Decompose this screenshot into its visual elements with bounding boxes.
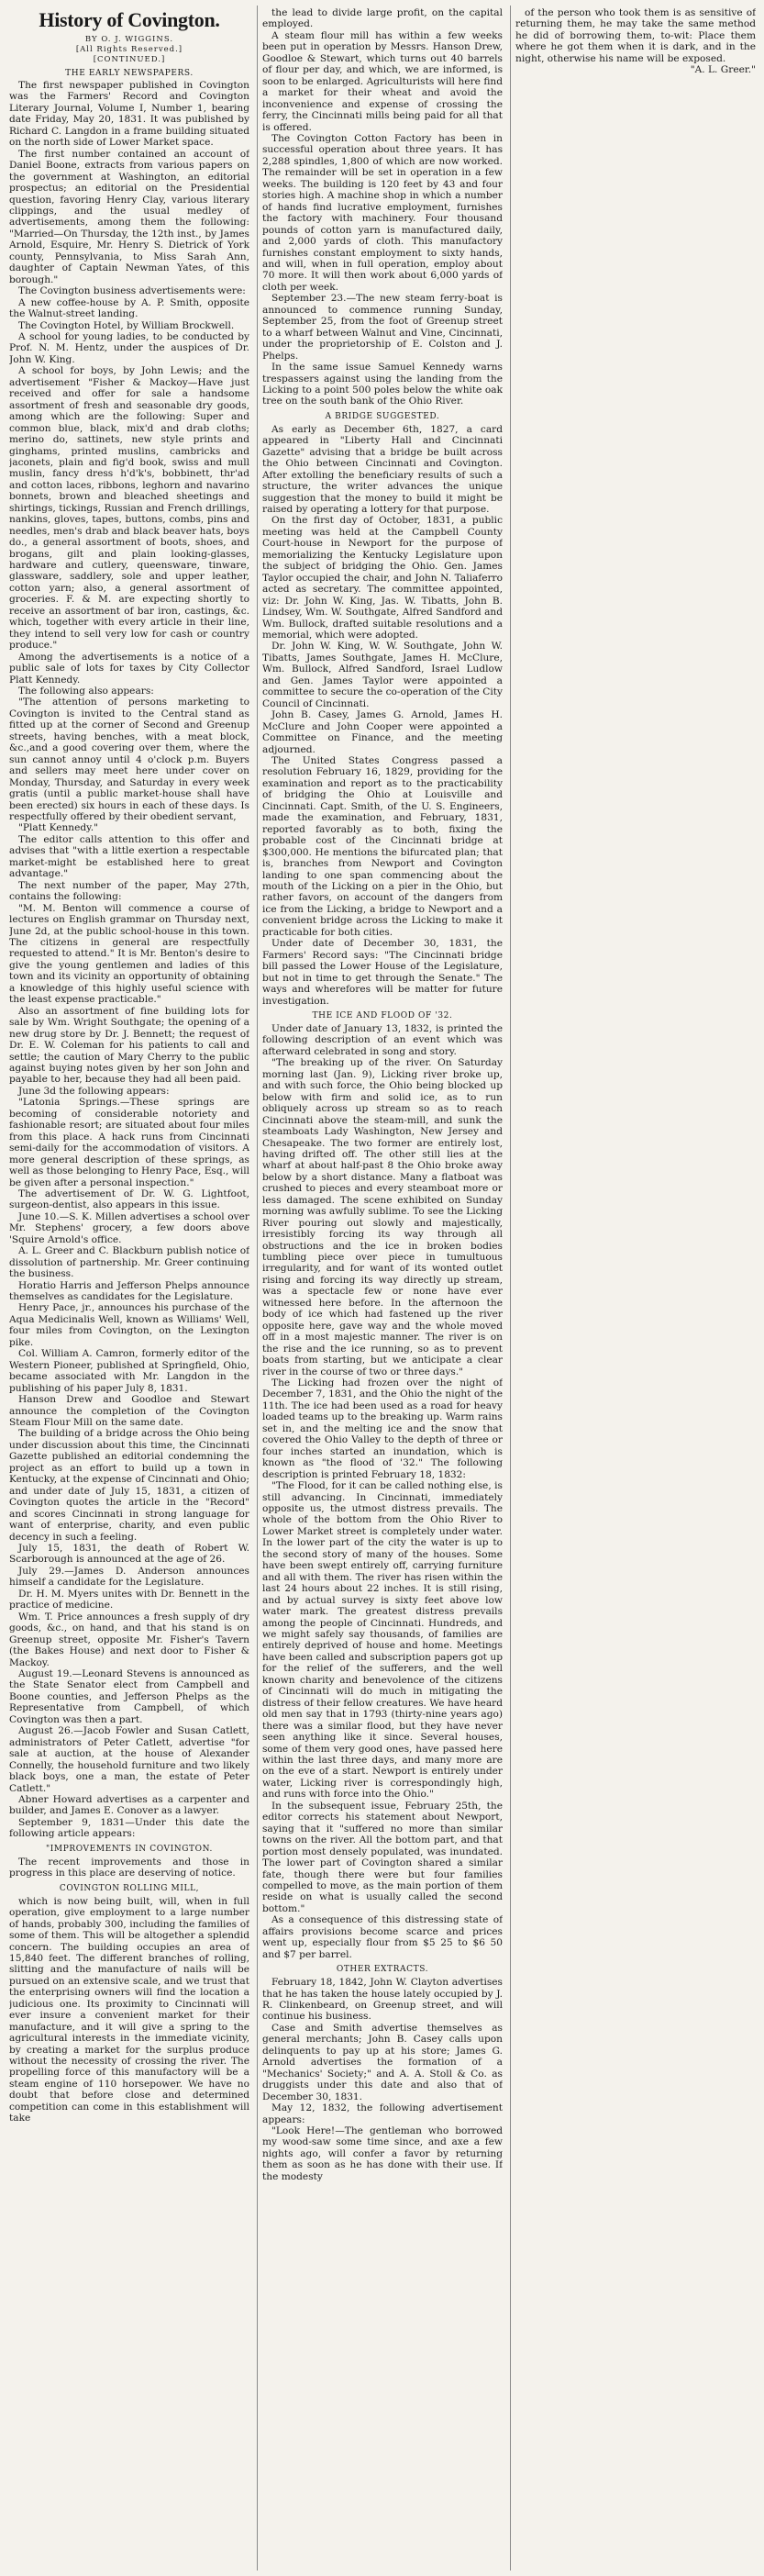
- paragraph: "Latonia Springs.—These springs are becoming of considerable notoriety and fashionable resort; are situated about four miles from this place. A hack runs from Cincinnati semi-daily for the accommodation of visitors. A more general description of these springs, as well as those belonging to Henry Pace, Esq., will be given after a personal inspection.": [9, 1097, 249, 1188]
- paragraph: On the first day of October, 1831, a public meeting was held at the Campbell County Court-house in Newport for the purpose of memorializing the Kentucky Legislature upon the subject of bridging the Ohio. Gen. James Taylor occupied the chair, and John N. Taliaferro acted as secretary. The committee appointed, viz: Dr. John W. King, Jas. W. Tibatts, John B. Lindsey, Wm. W. Southgate, Alfred Sandford and Wm. Bullock, drafted suitable resolutions and a memorial, which were adopted.: [262, 515, 503, 641]
- paragraph: As a consequence of this distressing state of affairs provisions become scarce and prices went up, especially flour from $5 25 to $6 50 and $7 per barrel.: [262, 1914, 503, 1960]
- column-1: [9, 7, 249, 2568]
- paragraph: the lead to divide large profit, on the capital employed.: [262, 7, 503, 30]
- section-heading: OTHER EXTRACTS.: [336, 1965, 429, 1975]
- paragraph: Col. William A. Camron, formerly editor of the Western Pioneer, published at Springfield, Ohio, became associated with Mr. Langdon in the publishing of his paper July 8, 1831.: [9, 1348, 249, 1394]
- column-2: [262, 7, 503, 2568]
- paragraph: June 10.—S. K. Millen advertises a school over Mr. Stephens' grocery, a few doors above 'Squire Arnold's office.: [9, 1210, 249, 1245]
- paragraph-group: [262, 424, 503, 1007]
- paragraph: The advertisement of Dr. W. G. Lightfoot, surgeon-dentist, also appears in this issue.: [9, 1188, 249, 1211]
- paragraph: Case and Smith advertise themselves as general merchants; John B. Casey calls upon delinquents to pay up at his store; James G. Arnold advertises the formation of a "Mechanics' Society;" and A. A. Stoll & Co. as druggists under this date and also that of December 30, 1831.: [262, 2022, 503, 2102]
- paragraph: The building of a bridge across the Ohio being under discussion about this time, the Cincinnati Gazette published an editorial condemning the project as an effort to build up a town in Kentucky, at the expense of Cincinnati and Ohio; and under date of July 15, 1831, a citizen of Covington quotes the article in the "Record" and scores Cincinnati in strong language for want of enterprise, charity, and even public decency in such a feeling.: [9, 1428, 249, 1543]
- paragraph: September 23.—The new steam ferry-boat is announced to commence running Sunday, September 25, from the foot of Greenup street to a wharf between Walnut and Vine, Cincinnati, under the proprietorship of E. Colston and J. Phelps.: [262, 293, 503, 362]
- paragraph: A. L. Greer and C. Blackburn publish notice of dissolution of partnership. Mr. Greer continuing the business.: [9, 1245, 249, 1280]
- paragraph-group: [9, 1896, 249, 2124]
- paragraph: "Platt Kennedy.": [18, 822, 98, 834]
- column-rule: [257, 6, 258, 2570]
- paragraph: A new coffee-house by A. P. Smith, opposite the Walnut-street landing.: [9, 296, 249, 320]
- rights-notice: [All Rights Reserved.]: [75, 45, 183, 54]
- paragraph: "M. M. Benton will commence a course of lectures on English grammar on Thursday next, June 2d, at the public school-house in this town. The citizens in general are respectfully requested to attend." It is Mr. Benton's desire to give the young gentlemen and ladies of this town and its vicinity an opportunity of obtaining a knowledge of this highly useful science with the least expense practicable.": [9, 902, 249, 1006]
- paragraph: In the subsequent issue, February 25th, the editor corrects his statement about Newport, saying that it "suffered no more than similar towns on the river. All the bottom part, and that portion most densely populated, was inundated. The lower part of Covington shared a similar fate, though there were but four families compelled to move, as the main portion of them reside on what is usually called the second bottom.": [262, 1800, 503, 1914]
- paragraph: The following also appears:: [18, 686, 154, 697]
- paragraph: Also an assortment of fine building lots for sale by Wm. Wright Southgate; the opening of a new drug store by Dr. J. Bennett; the request of Dr. E. W. Coleman for his patients to call and settle; the caution of Mary Cherry to the public against buying notes given by her son John and payable to her, because they had all been paid.: [9, 1005, 249, 1086]
- paragraph: "The Flood, for it can be called nothing else, is still advancing. In Cincinnati, immediately opposite us, the utmost distress prevails. The whole of the bottom from the Ohio River to Lower Market street is completely under water. In the lower part of the city the water is up to the second story of many of the houses. Some have been swept entirely off, carrying furniture and all with them. The river has risen within the last 24 hours about 22 inches. It is still rising, and by actual survey is sixty feet above low water mark. The greatest distress prevails among the people of Cincinnati. Hundreds, and we might safely say thousands, of families are entirely deprived of house and home. Meetings have been called and subscription papers got up for the relief of the sufferers, and the well known charity and benevolence of the citizens of Cincinnati will do much in mitigating the distress of their fellow creatures. We have heard old men say that in 1793 (thirty-nine years ago) there was a similar flood, but they have never seen anything like it since. Several houses, some of them very good ones, have passed here within the last three days, and many more are on the eve of a start. Newport is entirely under water, Licking river is correspondingly high, and runs with force into the Ohio.": [262, 1480, 503, 1801]
- paragraph: September 9, 1831—Under this date the following article appears:: [9, 1816, 249, 1840]
- continued-notice: [CONTINUED.]: [93, 55, 166, 64]
- paragraph: The editor calls attention to this offer and advises that "with a little exertion a respectable market-might be established here to great advantage.": [9, 833, 249, 880]
- paragraph: The Covington Hotel, by William Brockwell.: [18, 319, 235, 331]
- section-heading: COVINGTON ROLLING MILL,: [59, 1883, 200, 1893]
- paragraph: Under date of December 30, 1831, the Farmers' Record says: "The Cincinnati bridge bill passed the Lower House of the Legislature, but not in time to get through the Senate." The ways and wherefores will be matter for future investigation.: [262, 938, 503, 1007]
- paragraph: of the person who took them is as sensitive of returning them, he may take the same method he did of borrowing them, to-wit: Place them where he got them when it is dark, and in the night, otherwise his name will be exposed.: [515, 7, 756, 64]
- byline: BY O. J. WIGGINS.: [84, 35, 174, 44]
- paragraph: Dr. John W. King, W. W. Southgate, John W. Tibatts, James Southgate, James H. McClure, Wm. Bullock, Alfred Sandford, Israel Ludlow and Gen. James Taylor were appointed a committee to secure the co-operation of the City Council of Cincinnati.: [262, 641, 503, 709]
- paragraph: Under date of January 13, 1832, is printed the following description of an event which was afterward celebrated in song and story.: [262, 1022, 503, 1057]
- section-heading: THE EARLY NEWSPAPERS.: [65, 69, 194, 78]
- paragraph: June 3d the following appears:: [18, 1085, 170, 1097]
- paragraph: A school for boys, by John Lewis; and the advertisement "Fisher & Mackoy—Have just received and offer for sale a handsome assortment of fresh and seasonable dry goods, among which are the following: Super and common blue, black, mix'd and drab cloths; merino do, sattinets, new style prints and ginghams, printed muslins, cambricks and jaconets, plain and fig'd book, swiss and mull muslin, fancy dress h'd'k's, bobbinett, thr'ad and cotton laces, ribbons, leghorn and navarino bonnets, brown and bleached sheetings and shirtings, tickings, Russian and French drillings, nankins, gloves, tapes, buttons, combs, pins and needles, men's drab and black beaver hats, boys do., a general assortment of boots, shoes, and brogans, gilt and plain looking-glasses, hardware and cutlery, queensware, tinware, glassware, saddlery, sole and upper leather, cotton yarn; also, a general assortment of groceries. F. & M. are expecting shortly to receive an assortment of bar iron, castings, &c. which, together with every article in their line, they intend to sell very low for cash or country produce.": [9, 365, 249, 652]
- paragraph-group: [515, 7, 756, 64]
- paragraph: Wm. T. Price announces a fresh supply of dry goods, &c., on hand, and that his stand is on Greenup street, opposite Mr. Fisher's Tavern (the Bakes House) and next door to Fisher & Mackoy.: [9, 1611, 249, 1668]
- section-heading: THE ICE AND FLOOD OF '32.: [312, 1010, 453, 1020]
- paragraph-group: [9, 1857, 249, 1879]
- paragraph: The Licking had frozen over the night of December 7, 1831, and the Ohio the night of the 11th. The ice had been used as a road for heavy loaded teams up to the breaking up. Warm rains set in, and the melting ice and the snow that covered the Ohio Valley to the depth of three or four inches started an inundation, which is known as "the flood of '32." The following description is printed February 18, 1832:: [262, 1377, 503, 1480]
- paragraph: August 26.—Jacob Fowler and Susan Catlett, administrators of Peter Catlett, advertise "for sale at auction, at the house of Alexander Connelly, the household furniture and two likely black boys, one a man, the estate of Peter Catlett.": [9, 1725, 249, 1794]
- paragraph-group: [9, 80, 249, 1840]
- column-3: [515, 7, 756, 2568]
- paragraph-group: [262, 1023, 503, 1960]
- paragraph: July 29.—James D. Anderson announces himself a candidate for the Legislature.: [9, 1565, 249, 1589]
- paragraph: The first newspaper published in Covington was the Farmers' Record and Covington Literary Journal, Volume I, Number 1, bearing date Friday, May 20, 1831. It was published by Richard C. Langdon in a frame building situated on the north side of Lower Market space.: [9, 80, 249, 149]
- paragraph: Henry Pace, jr., announces his purchase of the Aqua Medicinalis Well, known as Williams' Well, four miles from Covington, on the Lexington pike.: [9, 1302, 249, 1348]
- paragraph: Horatio Harris and Jefferson Phelps announce themselves as candidates for the Legislature.: [9, 1279, 249, 1303]
- paragraph: "The attention of persons marketing to Covington is invited to the Central stand as fitted up at the corner of Second and Greenup streets, having benches, with a meat block, &c.,and a good covering over them, where the sun cannot annoy until 4 o'clock p.m. Buyers and sellers may meet here under cover on Monday, Thursday, and Saturday in every week gratis (until a public market-house shall have been erected) six hours in each of these days. Is respectfully offered by their obedient servant,: [9, 697, 249, 822]
- paragraph-group: [262, 1977, 503, 2182]
- paragraph: The first number contained an account of Daniel Boone, extracts from various papers on the government at Washington, an editorial prospectus; an editorial on the Presidential question, favoring Henry Clay, various literary clippings, and the usual medley of advertisements, among them the following: "Married—On Thursday, the 12th inst., by James Arnold, Esquire, Mr. Henry S. Dietrick of York county, Pennsylvania, to Miss Sarah Ann, daughter of Captain Newman Yates, of this borough.": [9, 148, 249, 285]
- paragraph: which is now being built, will, when in full operation, give employment to a large number of hands, probably 300, including the families of some of them. This will be altogether a splendid concern. The building occupies an area of 15,840 feet. The different branches of rolling, slitting and the manufacture of nails will be pursued on an extensive scale, and we trust that the enterprising owners will find the location a judicious one. Its proximity to Cincinnati will ever insure a convenient market for their manufacture, and it will give a spring to the agricultural interests in the immediate vicinity, by creating a market for the surplus produce without the necessity of crossing the river. The propelling force of this manufactory will be a steam engine of 110 horsepower. We have no doubt that before close and determined competition can come in this establishment will take: [9, 1895, 249, 2124]
- paragraph-group: [262, 7, 503, 407]
- section-heading: "IMPROVEMENTS IN COVINGTON.: [46, 1844, 213, 1854]
- paragraph: Dr. H. M. Myers unites with Dr. Bennett in the practice of medicine.: [9, 1588, 249, 1611]
- paragraph: John B. Casey, James G. Arnold, James H. McClure and John Cooper were appointed a Committee on Finance, and the meeting adjourned.: [262, 709, 503, 755]
- paragraph: Abner Howard advertises as a carpenter and builder, and James E. Conover as a lawyer.: [9, 1793, 249, 1817]
- paragraph: "The breaking up of the river. On Saturday morning last (Jan. 9), Licking river broke up, and with such force, the Ohio being blocked up below with firm and solid ice, as to run obliquely across up stream so as to reach Cincinnati above the steam-mill, and sunk the steamboats Lady Washington, New Jersey and Chesapeake. The two former are entirely lost, having drifted off. The other still lies at the wharf at about half-past 8 the Ohio broke away below by a short distance. Many a flatboat was crushed to pieces and every steamboat more or less damaged. The scene exhibited on Sunday morning was awfully sublime. To see the Licking River pouring out slowly and majestically, irresistibly forcing its way through all obstructions and the ice in broken bodies tumbling piece over piece in tumultuous irregularity, and for want of its wonted outlet rising and forcing its way directly up stream, was a spectacle few or none have ever witnessed here before. In the afternoon the body of ice which had fastened up the river opposite here, gave way and the whole moved off in a most majestic manner. The river is on the rise and the ice running, so as to prevent boats from starting, but we anticipate a clear river in the course of two or three days.": [262, 1057, 503, 1377]
- column-rule: [510, 6, 511, 2570]
- paragraph: In the same issue Samuel Kennedy warns trespassers against using the landing from the Licking to a point 500 poles below the white oak tree on the south bank of the Ohio River.: [262, 362, 503, 407]
- article-title: History of Covington.: [39, 8, 220, 31]
- paragraph: The United States Congress passed a resolution February 16, 1829, providing for the examination and report as to the practicability of bridging the Ohio at Louisville and Cincinnati. Capt. Smith, of the U. S. Engineers, made the examination, and February, 1831, reported favorably as to both, fixing the probable cost of the Cincinnati bridge at $300,000. He mentions the bifurcated plan; that is, branches from Newport and Covington landing to one span commencing about the mouth of the Licking on a pier in the Ohio, but rather favors, on account of the dangers from ice from the Licking, a bridge to Newport and a convenient bridge across the Licking to make it practicable for both cities.: [262, 755, 503, 938]
- paragraph: August 19.—Leonard Stevens is announced as the State Senator elect from Campbell and Boone counties, and Jefferson Phelps as the Representative from Campbell, of which Covington was then a part.: [9, 1667, 249, 1725]
- paragraph: A steam flour mill has within a few weeks been put in operation by Messrs. Hanson Drew, Goodloe & Stewart, which turns out 40 barrels of flour per day, and which, we are informed, is soon to be enlarged. Agriculturists will here find a market for their wheat and avoid the inconvenience and expense of crossing the ferry, the Cincinnati mills being paid for all that is offered.: [262, 29, 503, 133]
- paragraph: February 18, 1842, John W. Clayton advertises that he has taken the house lately occupied by J. R. Clinkenbeard, on Greenup street, and will continue his business.: [262, 1977, 503, 2023]
- paragraph: May 12, 1832, the following advertisement appears:: [262, 2102, 503, 2125]
- paragraph: The next number of the paper, May 27th, contains the following:: [9, 879, 249, 903]
- paragraph: "Look Here!—The gentleman who borrowed my wood-saw some time since, and axe a few nights ago, will confer a favor by returning them as soon as he has done with their use. If the modesty: [262, 2125, 503, 2182]
- paragraph: The recent improvements and those in progress in this place are deserving of notice.: [9, 1856, 249, 1879]
- paragraph: A school for young ladies, to be conducted by Prof. N. M. Hentz, under the auspices of Dr. John W. King.: [9, 330, 249, 365]
- paragraph: Among the advertisements is a notice of a public sale of lots for taxes by City Collector Platt Kennedy.: [9, 651, 249, 686]
- paragraph: The Covington Cotton Factory has been in successful operation about three years. It has 2,288 spindles, 1,800 of which are now worked. The remainder will be set in operation in a few weeks. The building is 120 feet by 43 and four stories high. A machine shop in which a number of hands find lucrative employment, furnishes the factory with machinery. Four thousand pounds of cotton yarn is manufactured daily, and 2,000 yards of cloth. This manufactory furnishes constant employment to sixty hands, and will, when in full operation, employ about 70 more. It will then work about 6,000 yards of cloth per week.: [262, 132, 503, 293]
- section-heading: A BRIDGE SUGGESTED.: [325, 411, 440, 421]
- signature: "A. L. Greer.": [690, 64, 756, 76]
- paragraph: July 15, 1831, the death of Robert W. Scarborough is announced at the age of 26.: [9, 1543, 249, 1566]
- paragraph: As early as December 6th, 1827, a card appeared in "Liberty Hall and Cincinnati Gazette" advising that a bridge be built across the Ohio between Cincinnati and Covington. After extolling the beneficiary results of such a structure, the writer advances the unique suggestion that the money to build it might be raised by operating a lottery for that purpose.: [262, 423, 503, 516]
- paragraph: Hanson Drew and Goodloe and Stewart announce the completion of the Covington Steam Flour Mill on the same date.: [9, 1394, 249, 1429]
- paragraph: The Covington business advertisements were:: [18, 285, 246, 297]
